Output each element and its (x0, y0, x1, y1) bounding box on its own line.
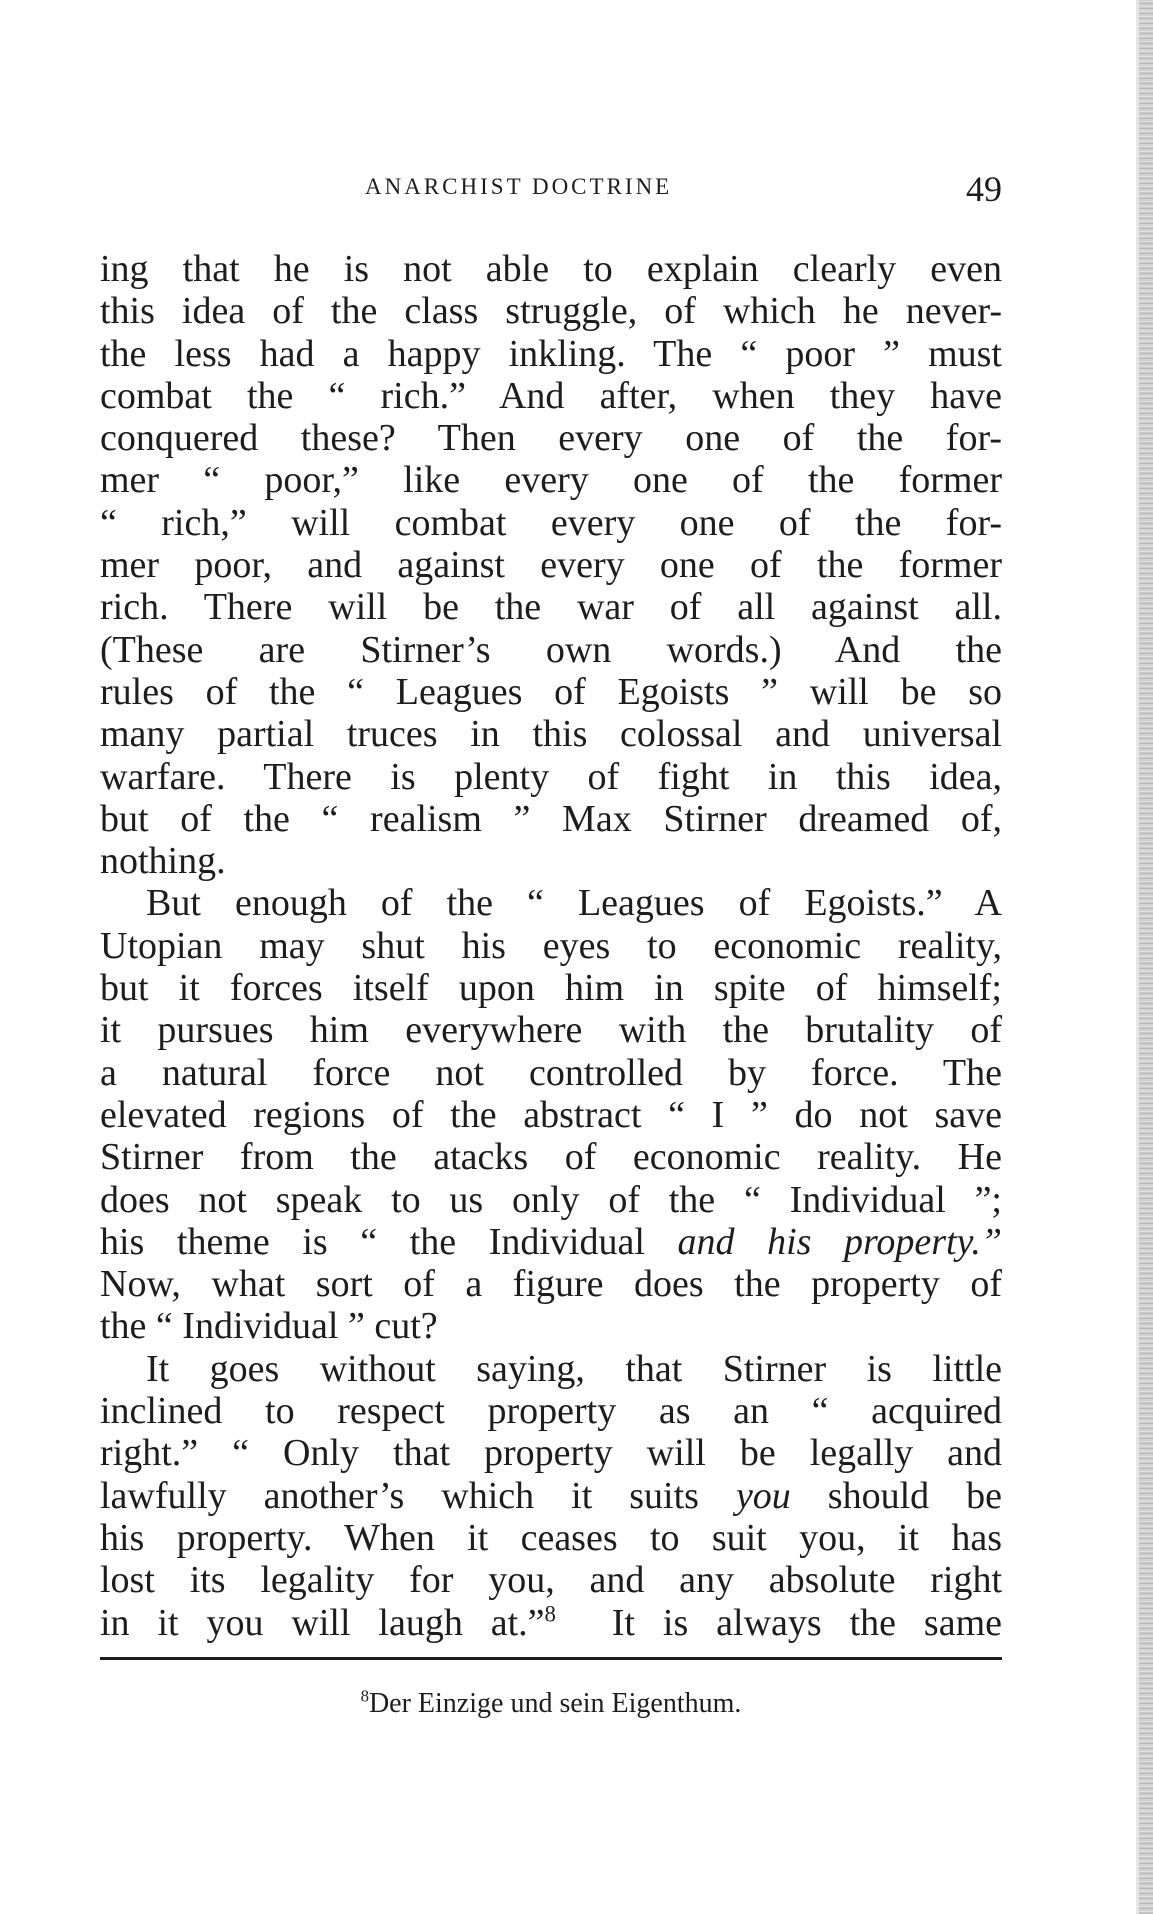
text-line: Utopian may shut his eyes to economic reality, (100, 924, 1002, 967)
footnote-text: Der Einzige und sein Eigenthum. (368, 1688, 742, 1719)
running-head: ANARCHIST DOCTRINE (365, 174, 673, 199)
text-line: mer “ poor,” like every one of the former (100, 459, 1002, 502)
text-line: inclined to respect property as an “ acquired (100, 1390, 1002, 1433)
text-line: rules of the “ Leagues of Egoists ” will be so (100, 670, 1002, 713)
page-number: 49 (966, 169, 1002, 209)
text-line: But enough of the “ Leagues of Egoists.” A (146, 882, 1002, 925)
italic-text: you (735, 1474, 791, 1517)
page-edge (1139, 0, 1153, 1914)
footnote-reference: 8 (544, 1600, 556, 1626)
text-line: elevated regions of the abstract “ I ” do not save (100, 1093, 1002, 1136)
text-line (100, 1602, 1002, 1644)
text-line: right.” “ Only that property will be legally and (100, 1432, 1002, 1475)
text-line: ing that he is not able to explain clearly even (100, 248, 1002, 290)
text-line: but of the “ realism ” Max Stirner dreamed of, (100, 797, 1002, 840)
text-line: the “ Individual ” cut? (100, 1305, 438, 1348)
text-line (100, 1221, 1002, 1263)
text-line: Stirner from the atacks of economic reality. He (100, 1136, 1002, 1179)
text-line (100, 1475, 1002, 1517)
text-line: it pursues him everywhere with the brutality of (100, 1009, 1002, 1052)
text-run: his theme is “ the Individual (100, 1220, 645, 1263)
footnote (100, 1686, 1002, 1722)
text-line: “ rich,” will combat every one of the for- (100, 501, 1002, 544)
text-line: Now, what sort of a figure does the property of (100, 1263, 1002, 1306)
text-line: (These are Stirner’s own words.) And the (100, 628, 1002, 671)
text-line: a natural force not controlled by force. The (100, 1051, 1002, 1094)
page-header (100, 168, 1002, 218)
text-line: nothing. (100, 840, 226, 883)
text-run: in it you will laugh at.” (100, 1601, 545, 1644)
text-line: the less had a happy inkling. The “ poor ” must (100, 332, 1002, 375)
text-line: It goes without saying, that Stirner is little (146, 1347, 1002, 1390)
text-line: rich. There will be the war of all against all. (100, 586, 1002, 629)
text-line: but it forces itself upon him in spite of himself; (100, 967, 1002, 1010)
text-run: It is always the same (611, 1601, 1002, 1644)
footnote-rule (100, 1657, 1002, 1660)
text-line: warfare. There is plenty of fight in this idea, (100, 755, 1002, 798)
text-line: conquered these? Then every one of the for- (100, 417, 1002, 460)
footnote-marker: 8 (360, 1686, 369, 1706)
text-line: many partial truces in this colossal and universal (100, 713, 1002, 756)
text-line: combat the “ rich.” And after, when they have (100, 374, 1002, 417)
text-run: lawfully another’s which it suits (100, 1474, 699, 1517)
text-run: should be (827, 1474, 1002, 1517)
text-line: his property. When it ceases to suit you, it has (100, 1516, 1002, 1559)
text-line: mer poor, and against every one of the former (100, 544, 1002, 587)
italic-text: and his property.” (677, 1220, 1002, 1263)
text-line: does not speak to us only of the “ Individual ”; (100, 1178, 1002, 1221)
body-text (100, 248, 1002, 1644)
text-line: lost its legality for you, and any absolute right (100, 1559, 1002, 1602)
text-line: this idea of the class struggle, of which he never- (100, 290, 1002, 333)
